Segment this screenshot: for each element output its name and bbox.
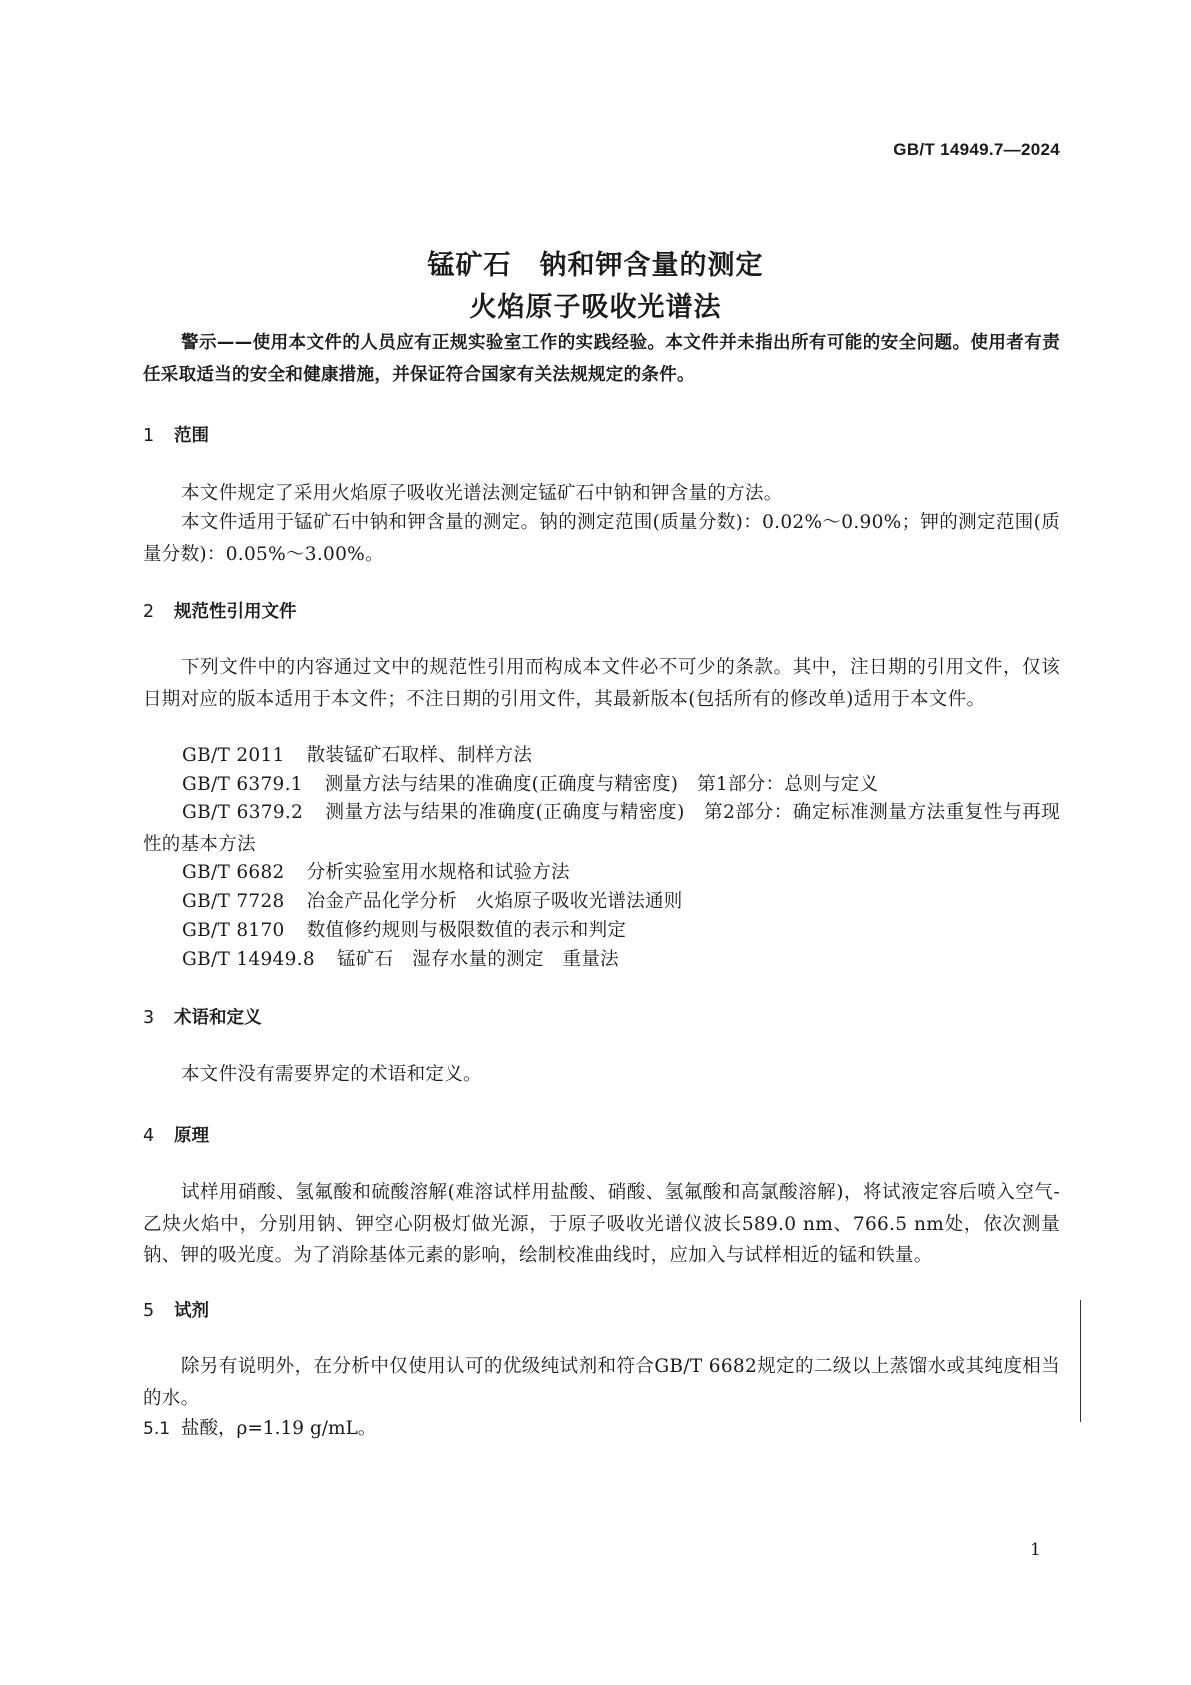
reference-title: 分析实验室用水规格和试验方法 bbox=[306, 862, 570, 883]
section-title: 规范性引用文件 bbox=[174, 602, 297, 622]
reference-item bbox=[182, 887, 683, 913]
reference-title: 数值修约规则与极限数值的表示和判定 bbox=[306, 920, 627, 941]
reference-code: GB/T 6379.1 bbox=[182, 774, 303, 795]
reference-code: GB/T 6379.2 bbox=[182, 802, 304, 823]
reference-code: GB/T 8170 bbox=[182, 920, 285, 941]
section-number: 5 bbox=[143, 1301, 155, 1321]
section-heading-principle bbox=[143, 1122, 209, 1147]
reagent-item-text: 盐酸，ρ=1.19 g/mL。 bbox=[181, 1418, 377, 1439]
section-heading-terms bbox=[143, 1004, 262, 1029]
standard-number: GB/T 14949.7—2024 bbox=[893, 140, 1060, 159]
reference-title: 冶金产品化学分析 火焰原子吸收光谱法通则 bbox=[306, 891, 683, 912]
reference-title: 散装锰矿石取样、制样方法 bbox=[306, 745, 533, 766]
safety-warning: 警示——使用本文件的人员应有正规实验室工作的实践经验。本文件并未指出所有可能的安全问题。使用者有责任采取适当的安全和健康措施，并保证符合国家有关法规规定的条件。 bbox=[143, 333, 1060, 385]
document-title-line2: 火焰原子吸收光谱法 bbox=[469, 292, 722, 323]
change-bar bbox=[1080, 1300, 1081, 1422]
reference-item bbox=[182, 945, 619, 971]
section-heading-normative bbox=[143, 598, 297, 623]
reference-title: 测量方法与结果的准确度(正确度与精密度) 第2部分：确定标准测量方法重复性与再现性的基本方法 bbox=[143, 802, 1060, 855]
reference-item bbox=[182, 741, 532, 767]
reagent-item bbox=[143, 1414, 376, 1440]
reference-code: GB/T 6682 bbox=[182, 862, 285, 883]
section-title: 试剂 bbox=[174, 1301, 209, 1321]
reference-item bbox=[182, 770, 878, 796]
scope-paragraph-2: 本文件适用于锰矿石中钠和钾含量的测定。钠的测定范围(质量分数)：0.02%～0.90%；钾的测定范围(质量分数)：0.05%～3.00%。 bbox=[143, 512, 1060, 565]
reference-code: GB/T 2011 bbox=[182, 745, 285, 766]
reference-code: GB/T 14949.8 bbox=[182, 949, 315, 970]
reference-item bbox=[143, 797, 1060, 860]
section-number: 1 bbox=[143, 426, 155, 446]
section-number: 4 bbox=[143, 1126, 155, 1146]
section-heading-scope bbox=[143, 422, 209, 447]
normative-intro: 下列文件中的内容通过文中的规范性引用而构成本文件必不可少的条款。其中，注日期的引用文件，仅该日期对应的版本适用于本文件；不注日期的引用文件，其最新版本(包括所有的修改单)适用于本文件。 bbox=[143, 657, 1060, 710]
section-title: 术语和定义 bbox=[174, 1008, 262, 1028]
document-title-line1: 锰矿石 钠和钾含量的测定 bbox=[427, 250, 764, 281]
principle-paragraph: 试样用硝酸、氢氟酸和硫酸溶解(难溶试样用盐酸、硝酸、氢氟酸和高氯酸溶解)，将试液定容后喷入空气-乙炔火焰中，分别用钠、钾空心阴极灯做光源，于原子吸收光谱仪波长589.0 nm、766.5 nm处，依次测量钠、钾的吸光度。为了消除基体元素的影响，绘制校准曲线时，应加入与试样相近的锰和铁量。 bbox=[143, 1182, 1060, 1266]
scope-paragraph-1: 本文件规定了采用火焰原子吸收光谱法测定锰矿石中钠和钾含量的方法。 bbox=[181, 483, 783, 504]
reagents-paragraph: 除另有说明外，在分析中仅使用认可的优级纯试剂和符合GB/T 6682规定的二级以上蒸馏水或其纯度相当的水。 bbox=[143, 1356, 1060, 1409]
section-number: 2 bbox=[143, 602, 155, 622]
section-number: 3 bbox=[143, 1008, 155, 1028]
reference-item bbox=[182, 858, 570, 884]
section-heading-reagents bbox=[143, 1297, 209, 1322]
reference-title: 锰矿石 湿存水量的测定 重量法 bbox=[336, 949, 619, 970]
terms-paragraph: 本文件没有需要界定的术语和定义。 bbox=[181, 1064, 482, 1085]
page-number: 1 bbox=[1030, 1540, 1041, 1560]
reagent-item-number: 5.1 bbox=[143, 1419, 171, 1439]
reference-item bbox=[182, 916, 626, 942]
reference-title: 测量方法与结果的准确度(正确度与精密度) 第1部分：总则与定义 bbox=[324, 774, 879, 795]
section-title: 范围 bbox=[174, 426, 209, 446]
section-title: 原理 bbox=[174, 1126, 209, 1146]
reference-code: GB/T 7728 bbox=[182, 891, 285, 912]
